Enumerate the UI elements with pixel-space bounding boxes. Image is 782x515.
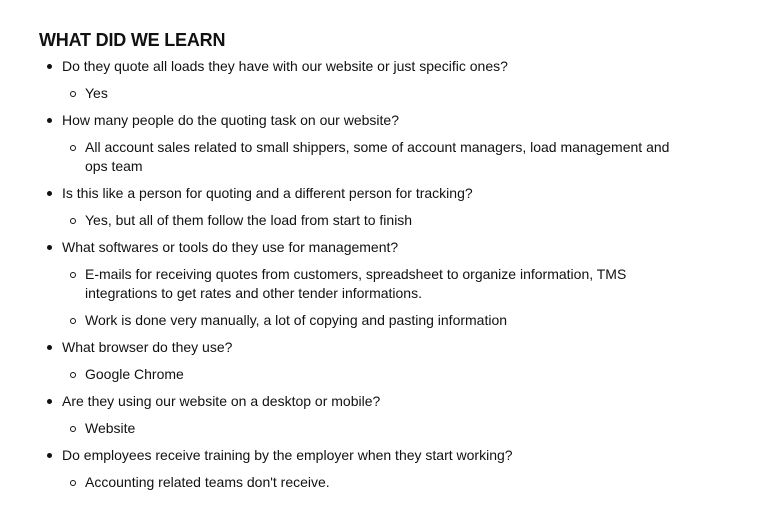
answer-item <box>62 84 695 103</box>
section-heading: WHAT DID WE LEARN <box>39 30 226 50</box>
answer-text: Yes <box>85 85 108 101</box>
answer-item <box>62 365 695 384</box>
bullet-circle-icon <box>70 218 76 224</box>
question-item <box>39 111 782 176</box>
question-text: Do employees receive training by the employer when they start working? <box>62 447 513 463</box>
question-item <box>39 392 782 438</box>
bullet-disc-icon <box>47 118 52 123</box>
question-item <box>39 184 782 230</box>
question-text: Is this like a person for quoting and a different person for tracking? <box>62 185 473 201</box>
bullet-disc-icon <box>47 245 52 250</box>
question-item <box>39 238 782 330</box>
bullet-circle-icon <box>70 372 76 378</box>
question-item <box>39 338 782 384</box>
question-item <box>39 446 782 492</box>
answers-list <box>62 265 782 330</box>
bullet-disc-icon <box>47 345 52 350</box>
question-item <box>39 57 782 103</box>
answer-text: Yes, but all of them follow the load from start to finish <box>85 212 413 228</box>
bullet-circle-icon <box>70 272 76 278</box>
answer-text: Website <box>85 420 136 436</box>
answer-text: Accounting related teams don't receive. <box>85 474 330 490</box>
answer-text: E-mails for receiving quotes from customers, spreadsheet to organize information, TMS integrations to get rates and other tender informations. <box>85 266 627 301</box>
bullet-circle-icon <box>70 426 76 432</box>
answer-item <box>62 265 695 303</box>
bullet-circle-icon <box>70 318 76 324</box>
answers-list <box>62 473 782 492</box>
bullet-disc-icon <box>47 399 52 404</box>
answer-item <box>62 419 695 438</box>
question-text: How many people do the quoting task on our website? <box>62 112 399 128</box>
answers-list <box>62 365 782 384</box>
answer-text: Google Chrome <box>85 366 184 382</box>
answers-list <box>62 419 782 438</box>
question-text: Do they quote all loads they have with our website or just specific ones? <box>62 58 508 74</box>
bullet-circle-icon <box>70 145 76 151</box>
answers-list <box>62 84 782 103</box>
bullet-circle-icon <box>70 480 76 486</box>
answer-item <box>62 473 695 492</box>
question-text: What browser do they use? <box>62 339 233 355</box>
answer-item <box>62 311 695 330</box>
answer-text: All account sales related to small shippers, some of account managers, load management and ops team <box>85 139 670 174</box>
answers-list <box>62 211 782 230</box>
answer-item <box>62 211 695 230</box>
question-text: Are they using our website on a desktop or mobile? <box>62 393 381 409</box>
question-text: What softwares or tools do they use for management? <box>62 239 399 255</box>
bullet-disc-icon <box>47 453 52 458</box>
bullet-disc-icon <box>47 191 52 196</box>
bullet-disc-icon <box>47 64 52 69</box>
answer-item <box>62 138 695 176</box>
answer-text: Work is done very manually, a lot of copying and pasting information <box>85 312 508 328</box>
answers-list <box>62 138 782 176</box>
bullet-circle-icon <box>70 91 76 97</box>
questions-list <box>39 57 782 492</box>
